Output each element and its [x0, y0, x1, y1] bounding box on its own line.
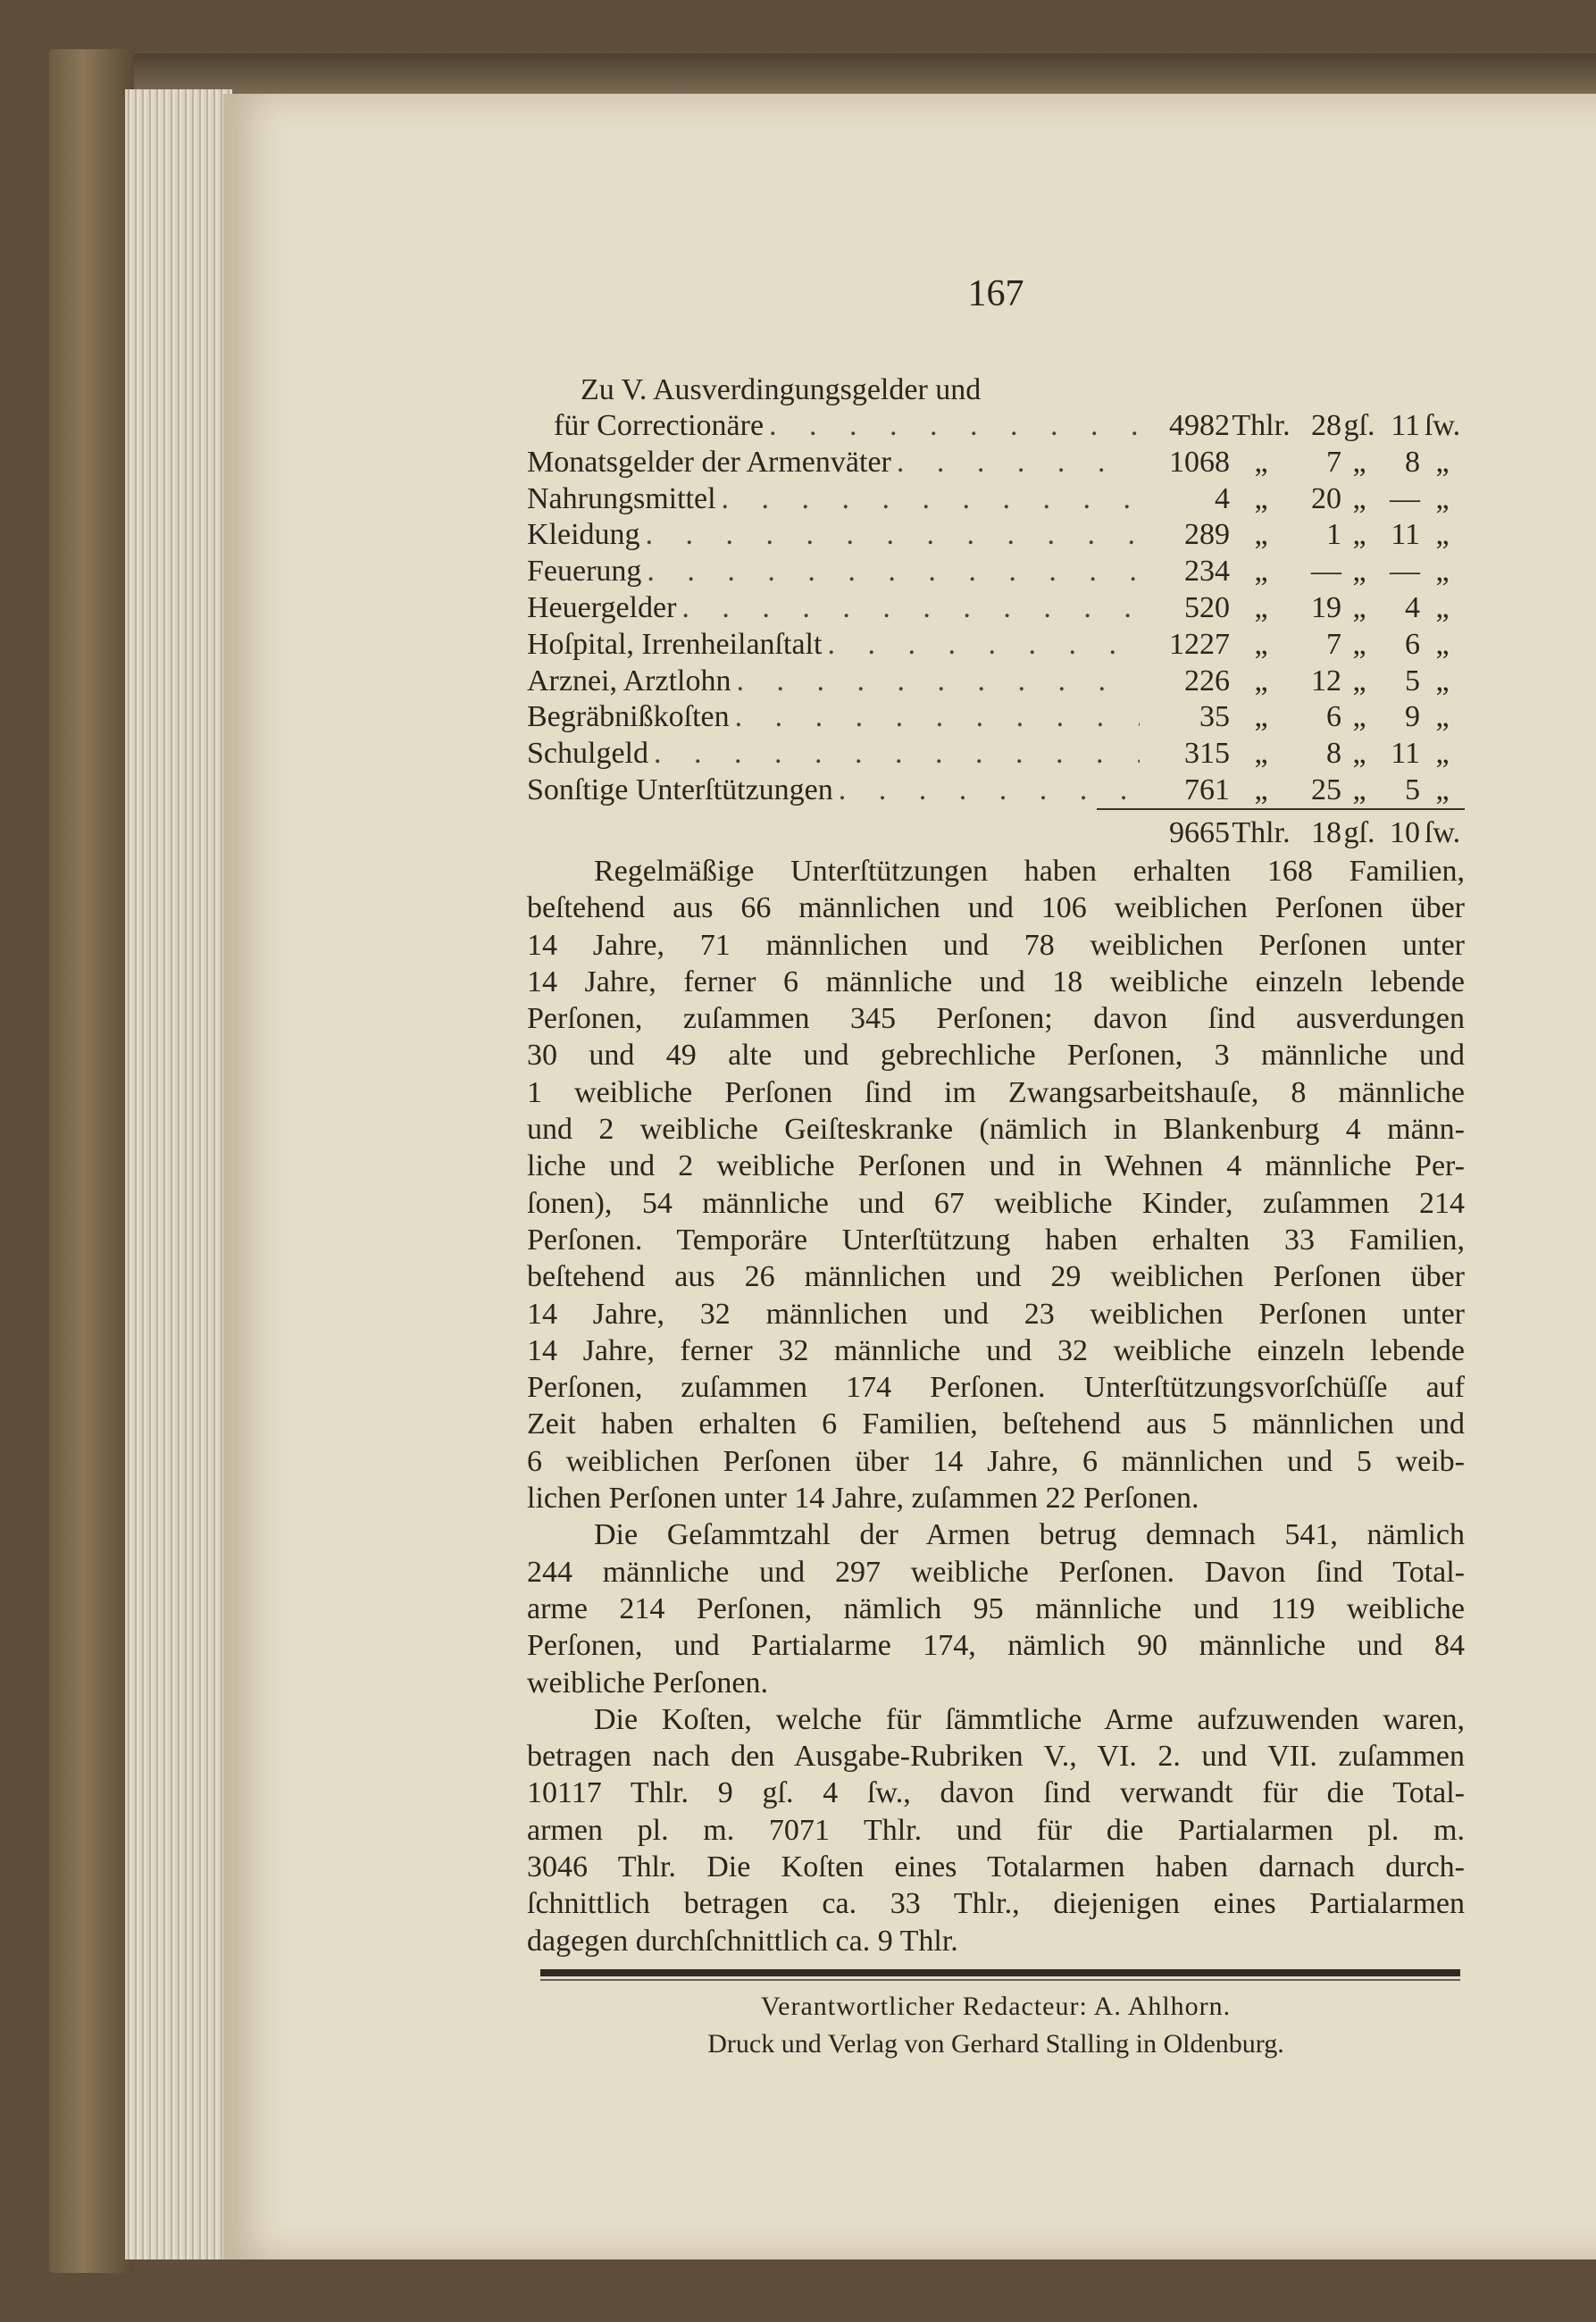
unit: „: [1352, 627, 1366, 661]
groschen-value: —: [1311, 555, 1341, 589]
text-line: dagegen durchſchnittlich ca. 9 Thlr.: [527, 1924, 958, 1958]
unit: „: [1352, 481, 1366, 515]
row-label: Hoſpital, Irrenheilanſtalt: [527, 627, 823, 661]
unit: „: [1254, 664, 1268, 697]
row-label: Monatsgelder der Armenväter: [527, 445, 891, 479]
dot-leader: [681, 589, 1140, 626]
text-line: Perſonen. Temporäre Unterſtützung haben erhalten 33 Familien,: [527, 1223, 1465, 1257]
groschen-value: 20: [1311, 481, 1341, 515]
table-heading: Zu V. Ausverdingungsgelder und: [581, 373, 982, 406]
unit: „: [1254, 700, 1268, 734]
unit: „: [1352, 445, 1366, 479]
groschen-value: 28: [1311, 409, 1341, 442]
schwaren-value: 6: [1405, 627, 1420, 661]
text-line: 14 Jahre, ferner 32 männliche und 32 weibliche einzeln lebende: [527, 1333, 1465, 1367]
unit: „: [1352, 773, 1366, 806]
unit: „: [1352, 518, 1366, 552]
table-row: [527, 663, 1465, 699]
schwaren-value: 11: [1391, 409, 1420, 442]
text-line: 3046 Thlr. Die Koſten eines Totalarmen haben darnach durch-: [527, 1850, 1465, 1884]
text-line: Perſonen, zuſammen 174 Perſonen. Unterſtützungsvorſchüſſe auf: [527, 1371, 1465, 1405]
schwaren-value: —: [1390, 555, 1420, 589]
dot-leader: [646, 516, 1140, 553]
dot-leader: [722, 480, 1140, 517]
schwaren-value: 10: [1390, 816, 1420, 849]
row-label: Kleidung: [527, 518, 640, 552]
thaler-value: 1227: [1169, 627, 1230, 661]
table-row: [527, 698, 1465, 735]
unit: „: [1435, 518, 1450, 552]
table-row: [527, 480, 1465, 517]
groschen-value: 19: [1311, 591, 1341, 624]
sum-rule: [1097, 808, 1465, 810]
table-row: [527, 516, 1465, 553]
text-line: beſtehend aus 26 männlichen und 29 weiblichen Perſonen über: [527, 1260, 1465, 1294]
table-row: [527, 735, 1465, 772]
text-line: 10117 Thlr. 9 gſ. 4 ſw., davon ſind verwandt für die Total-: [527, 1776, 1465, 1810]
table-total-row: [527, 814, 1465, 851]
unit: „: [1254, 737, 1268, 771]
unit: Thlr.: [1232, 409, 1291, 442]
schwaren-value: 4: [1405, 591, 1420, 624]
text-line: ſonen), 54 männliche und 67 weibliche Kinder, zuſammen 214: [527, 1186, 1465, 1220]
text-line: 1 weibliche Perſonen ſind im Zwangsarbeitshauſe, 8 männliche: [527, 1075, 1465, 1109]
unit: ſw.: [1424, 409, 1461, 442]
row-label: Heuergelder: [527, 591, 677, 624]
text-line: 30 und 49 alte und gebrechliche Perſonen, 3 männliche und: [527, 1039, 1465, 1073]
thaler-value: 761: [1184, 773, 1230, 806]
dot-leader: [737, 663, 1141, 699]
thaler-value: 234: [1184, 555, 1230, 589]
table-heading-row: [527, 372, 1465, 408]
text-line: Zeit haben erhalten 6 Familien, beſtehend aus 5 männlichen und: [527, 1407, 1465, 1441]
unit: „: [1435, 737, 1450, 771]
groschen-value: 18: [1311, 816, 1341, 849]
footer-rule: [540, 1969, 1460, 1976]
groschen-value: 7: [1326, 627, 1341, 661]
schwaren-value: —: [1390, 481, 1420, 515]
thaler-value: 226: [1184, 664, 1230, 697]
thaler-value: 520: [1184, 591, 1230, 624]
thaler-value: 289: [1184, 518, 1230, 552]
text-line: weibliche Perſonen.: [527, 1666, 769, 1700]
schwaren-value: 9: [1405, 700, 1420, 734]
table-row: [527, 626, 1465, 663]
schwaren-value: 5: [1405, 664, 1420, 697]
unit: „: [1435, 445, 1450, 479]
unit: „: [1254, 591, 1268, 624]
text-line: arme 214 Perſonen, nämlich 95 männliche und 119 weibliche: [527, 1591, 1465, 1625]
table-row: [527, 444, 1465, 480]
text-line: Die Geſammtzahl der Armen betrug demnach 541, nämlich: [594, 1518, 1465, 1552]
schwaren-value: 11: [1391, 737, 1420, 771]
groschen-value: 12: [1311, 664, 1341, 697]
unit: „: [1254, 627, 1268, 661]
unit: gſ.: [1343, 816, 1375, 849]
book-cover-edge: [49, 49, 134, 2273]
unit: Thlr.: [1232, 816, 1291, 849]
unit: „: [1254, 445, 1268, 479]
groschen-value: 1: [1326, 518, 1341, 552]
text-line: ſchnittlich betragen ca. 33 Thlr., diejenigen eines Partialarmen: [527, 1887, 1465, 1921]
text-line: armen pl. m. 7071 Thlr. und für die Partialarmen pl. m.: [527, 1813, 1465, 1847]
text-line: Perſonen, zuſammen 345 Perſonen; davon ſind ausverdungen: [527, 1002, 1465, 1036]
row-label: Schulgeld: [527, 737, 648, 771]
unit: „: [1352, 700, 1366, 734]
unit: „: [1435, 591, 1450, 624]
unit: gſ.: [1343, 409, 1375, 442]
text-line: 14 Jahre, ferner 6 männliche und 18 weibliche einzeln lebende: [527, 965, 1465, 998]
groschen-value: 7: [1326, 445, 1341, 479]
row-label: Nahrungsmittel: [527, 481, 716, 515]
publisher-line: Druck und Verlag von Gerhard Stalling in Oldenburg.: [707, 2029, 1284, 2059]
unit: „: [1352, 555, 1366, 589]
text-line: Die Koſten, welche für ſämmtliche Arme aufzuwenden waren,: [594, 1702, 1465, 1736]
thaler-value: 35: [1199, 700, 1230, 734]
dot-leader: [654, 735, 1140, 772]
unit: „: [1254, 773, 1268, 806]
dot-leader: [827, 626, 1140, 663]
row-label: Feuerung: [527, 555, 642, 589]
row-label: für Correctionäre: [554, 409, 765, 442]
row-label: Sonſtige Unterſtützungen: [527, 773, 833, 806]
text-line: 14 Jahre, 71 männlichen und 78 weiblichen Perſonen unter: [527, 928, 1465, 962]
unit: „: [1435, 664, 1450, 697]
unit: „: [1254, 555, 1268, 589]
text-line: und 2 weibliche Geiſteskranke (nämlich in Blankenburg 4 männ-: [527, 1113, 1465, 1147]
thaler-value: 9665: [1169, 816, 1230, 849]
groschen-value: 8: [1326, 737, 1341, 771]
text-line: 14 Jahre, 32 männlichen und 23 weiblichen Perſonen unter: [527, 1297, 1465, 1331]
dot-leader: [647, 553, 1140, 589]
text-line: betragen nach den Ausgabe-Rubriken V., VI. 2. und VII. zuſammen: [527, 1740, 1465, 1774]
text-line: lichen Perſonen unter 14 Jahre, zuſammen 22 Perſonen.: [527, 1482, 1199, 1516]
book-top-edge: [125, 54, 1596, 94]
dot-leader: [735, 698, 1140, 735]
schwaren-value: 5: [1405, 773, 1420, 806]
unit: „: [1435, 700, 1450, 734]
unit: „: [1435, 481, 1450, 515]
groschen-value: 6: [1326, 700, 1341, 734]
text-line: 6 weiblichen Perſonen über 14 Jahre, 6 männlichen und 5 weib-: [527, 1444, 1465, 1478]
dot-leader: [839, 772, 1140, 808]
table-row: [527, 553, 1465, 589]
unit: „: [1352, 737, 1366, 771]
editor-line: Verantwortlicher Redacteur: A. Ahlhorn.: [760, 1992, 1232, 2021]
unit: „: [1435, 773, 1450, 806]
text-line: Perſonen, und Partialarme 174, nämlich 90 männliche und 84: [527, 1629, 1465, 1663]
thaler-value: 4982: [1169, 409, 1230, 442]
text-line: beſtehend aus 66 männlichen und 106 weiblichen Perſonen über: [527, 891, 1465, 925]
table-row: [527, 772, 1465, 808]
text-line: 244 männliche und 297 weibliche Perſonen. Davon ſind Total-: [527, 1555, 1465, 1589]
dot-leader: [897, 444, 1140, 480]
text-line: liche und 2 weibliche Perſonen und in Wehnen 4 männliche Per-: [527, 1149, 1465, 1183]
footer-rule-thin: [540, 1979, 1460, 1981]
unit: „: [1254, 518, 1268, 552]
unit: „: [1254, 481, 1268, 515]
row-label: Begräbnißkoſten: [527, 700, 730, 734]
thaler-value: 1068: [1169, 445, 1230, 479]
body-text: [527, 853, 1465, 1959]
text-line: Regelmäßige Unterſtützungen haben erhalten 168 Familien,: [594, 855, 1465, 888]
unit: „: [1435, 555, 1450, 589]
unit: „: [1435, 627, 1450, 661]
unit: „: [1352, 664, 1366, 697]
unit: ſw.: [1424, 816, 1461, 849]
page-edges: [125, 89, 232, 2259]
row-label: Arznei, Arztlohn: [527, 664, 731, 697]
dot-leader: [769, 407, 1140, 444]
page-number: 167: [967, 273, 1024, 314]
groschen-value: 25: [1311, 773, 1341, 806]
schwaren-value: 8: [1405, 445, 1420, 479]
table-row: [527, 407, 1465, 444]
unit: „: [1352, 591, 1366, 624]
schwaren-value: 11: [1391, 518, 1420, 552]
thaler-value: 4: [1215, 481, 1230, 515]
table-row: [527, 589, 1465, 626]
thaler-value: 315: [1184, 737, 1230, 771]
